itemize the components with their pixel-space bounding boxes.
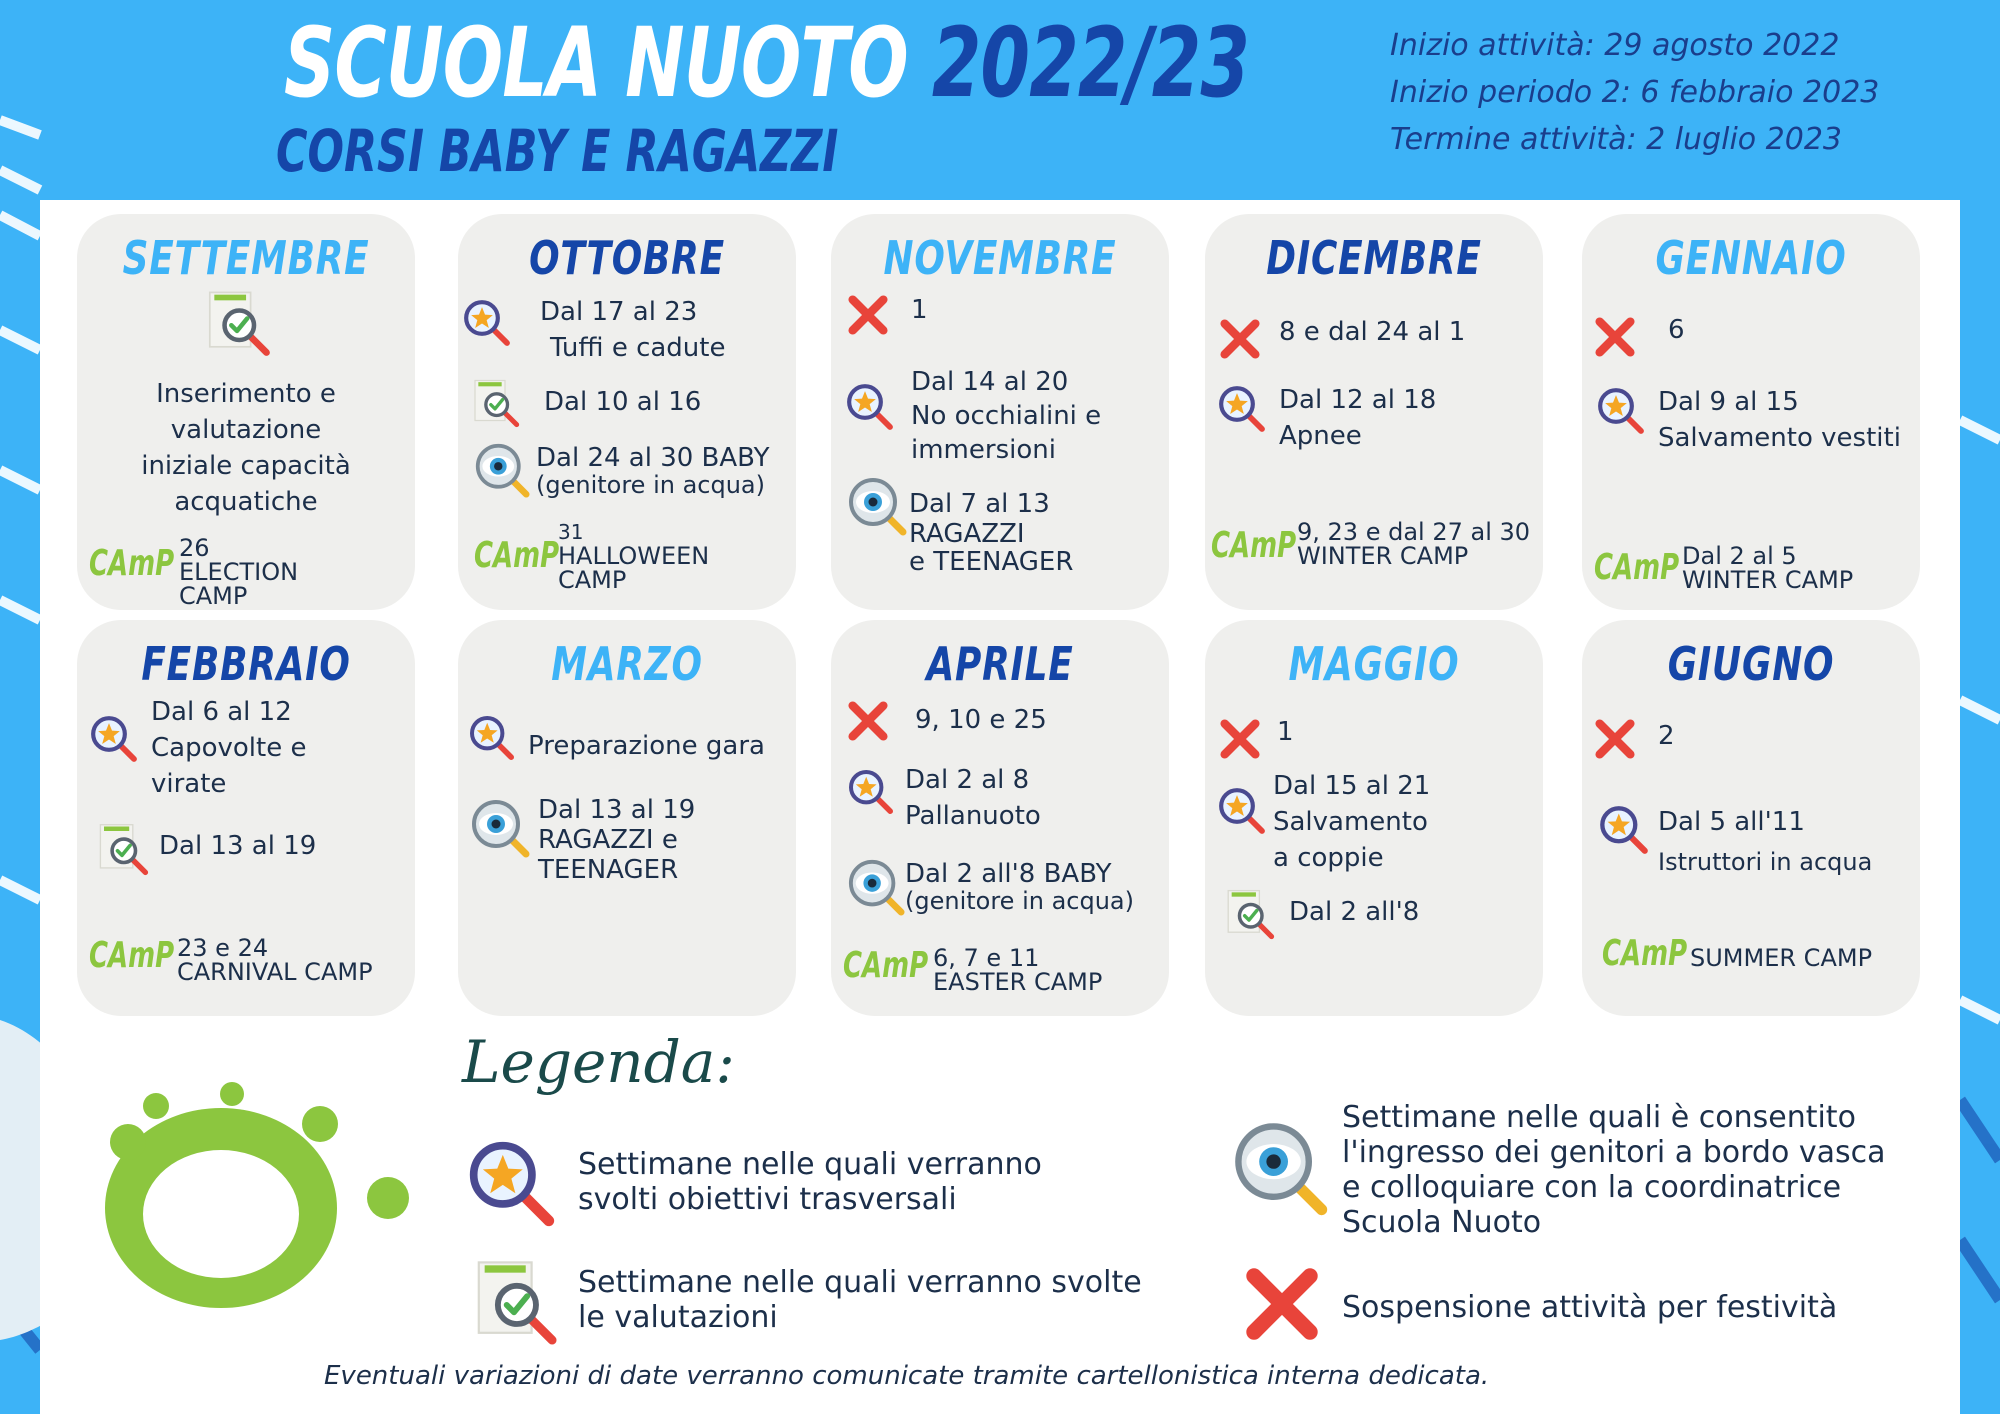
- star-magnifier-icon: [1217, 384, 1267, 434]
- legend-title: Legenda:: [462, 1028, 735, 1096]
- eye-icon: [474, 442, 530, 498]
- camp-logo: CAmP: [1594, 547, 1680, 588]
- event-text: Inserimento e: [156, 379, 336, 409]
- camp-name: SUMMER CAMP: [1690, 944, 1873, 972]
- event-text: Apnee: [1279, 421, 1362, 451]
- event-text: Dal 15 al 21: [1273, 771, 1431, 801]
- camp-logo: CAmP: [89, 935, 175, 976]
- camp-date: 26: [179, 534, 210, 562]
- month-name: MAGGIO: [1288, 637, 1460, 691]
- eye-icon: [847, 858, 905, 916]
- legend-cross-text: Sospensione attività per festività: [1342, 1290, 1838, 1325]
- event-text: TEENAGER: [538, 855, 679, 885]
- event-text: Dal 12 al 18: [1279, 385, 1437, 415]
- event-text: Salvamento vestiti: [1658, 423, 1901, 453]
- evaluation-icon: [203, 289, 271, 357]
- camp-logo: CAmP: [843, 945, 929, 986]
- evaluation-icon: [1223, 886, 1275, 942]
- footer-note: Eventuali variazioni di date verranno comunicate tramite cartellonistica interna dedicata.: [324, 1361, 1490, 1391]
- event-text: Dal 9 al 15: [1658, 387, 1799, 417]
- event-text: (genitore in acqua): [536, 471, 765, 499]
- camp-date: 9, 23 e dal 27 al 30: [1297, 518, 1531, 546]
- star-magnifier-icon: [1596, 386, 1646, 436]
- star-magnifier-icon: [845, 382, 895, 432]
- event-text: Dal 17 al 23: [540, 297, 698, 327]
- event-text: iniziale capacità: [141, 451, 351, 481]
- cross-icon: [845, 698, 891, 744]
- event-text: (genitore in acqua): [905, 887, 1134, 915]
- camp-logo: CAmP: [1602, 933, 1688, 974]
- camp-date: 23 e 24: [177, 934, 269, 962]
- month-card-gennaio: [1582, 214, 1920, 610]
- evaluation-icon: [95, 820, 149, 878]
- event-text: RAGAZZI: [909, 519, 1025, 549]
- camp-name: WINTER CAMP: [1682, 566, 1854, 594]
- cross-icon: [1240, 1262, 1324, 1346]
- star-magnifier-icon: [1598, 804, 1650, 856]
- month-card-ottobre: [458, 214, 796, 610]
- event-text: 9, 10 e 25: [915, 705, 1047, 735]
- camp-date: 6, 7 e 11: [933, 944, 1040, 972]
- page-subtitle: CORSI BABY E RAGAZZI: [276, 117, 839, 185]
- camp-logo: CAmP: [474, 535, 560, 576]
- event-text: Dal 2 al 8: [905, 765, 1030, 795]
- club-logo: [80, 1080, 420, 1320]
- legend-star-text: Settimane nelle quali verranno svolti obiettivi trasversali: [578, 1147, 1042, 1217]
- event-text: virate: [151, 769, 227, 799]
- event-text: Pallanuoto: [905, 801, 1041, 831]
- month-card-febbraio: [77, 620, 415, 1016]
- event-text: Dal 24 al 30 BABY: [536, 443, 770, 473]
- camp-name: HALLOWEEN: [558, 542, 710, 570]
- page-title: SCUOLA NUOTO 2022/23: [284, 7, 1250, 119]
- evaluation-icon: [470, 1254, 558, 1350]
- event-text: 6: [1668, 315, 1685, 345]
- cross-icon: [1217, 316, 1263, 362]
- event-text: Capovolte e: [151, 733, 307, 763]
- event-text: Dal 10 al 16: [544, 387, 702, 417]
- end-date: Termine attività: 2 luglio 2023: [1390, 122, 1843, 157]
- star-magnifier-icon: [468, 714, 516, 762]
- event-text: Dal 2 all'8: [1289, 897, 1420, 927]
- event-text: acquatiche: [174, 487, 318, 517]
- evaluation-icon: [470, 376, 520, 430]
- star-magnifier-icon: [89, 714, 139, 764]
- season-dates: [1390, 22, 1950, 163]
- star-magnifier-icon: [847, 768, 895, 816]
- camp-name: WINTER CAMP: [1297, 542, 1469, 570]
- event-text: 8 e dal 24 al 1: [1279, 317, 1466, 347]
- month-name: MARZO: [551, 637, 703, 691]
- event-text: Tuffi e cadute: [550, 333, 726, 363]
- event-text: RAGAZZI e: [538, 825, 678, 855]
- month-card-giugno: [1582, 620, 1920, 1016]
- camp-date: 31: [558, 520, 584, 544]
- event-text: Dal 13 al 19: [159, 831, 317, 861]
- cross-icon: [1217, 716, 1263, 762]
- event-text: a coppie: [1273, 843, 1384, 873]
- camp-name: EASTER CAMP: [933, 968, 1103, 996]
- month-card-dicembre: [1205, 214, 1543, 610]
- event-text: e TEENAGER: [909, 547, 1074, 577]
- month-card-novembre: [831, 214, 1169, 610]
- star-magnifier-icon: [466, 1138, 558, 1230]
- event-text: Dal 14 al 20: [911, 367, 1069, 397]
- eye-icon: [847, 476, 907, 536]
- cross-icon: [1592, 716, 1638, 762]
- month-name: SETTEMBRE: [122, 231, 370, 285]
- month-name: APRILE: [926, 637, 1074, 691]
- event-text: valutazione: [170, 415, 322, 445]
- month-name: FEBBRAIO: [141, 637, 351, 691]
- month-card-aprile: [831, 620, 1169, 1016]
- event-text: Preparazione gara: [528, 731, 765, 761]
- cross-icon: [845, 292, 891, 338]
- legend-eye-text: Settimane nelle quali è consentito l'ingresso dei genitori a bordo vasca e colloquiare con la coordinatrice Scuola Nuoto: [1342, 1100, 1886, 1240]
- camp-name: CAMP: [558, 566, 627, 594]
- eye-icon: [1232, 1120, 1328, 1216]
- event-text: No occhialini e: [911, 401, 1102, 431]
- month-name: GENNAIO: [1655, 231, 1847, 285]
- event-text: 2: [1658, 721, 1675, 751]
- month-card-marzo: [458, 620, 796, 1016]
- month-name: OTTOBRE: [529, 231, 725, 285]
- event-text: Dal 5 all'11: [1658, 807, 1805, 837]
- month-name: DICEMBRE: [1266, 231, 1482, 285]
- event-text: 1: [911, 295, 928, 325]
- camp-logo: CAmP: [89, 543, 175, 584]
- event-text: Dal 2 all'8 BABY: [905, 859, 1112, 889]
- event-text: immersioni: [911, 435, 1056, 465]
- event-text: Istruttori in acqua: [1658, 848, 1873, 876]
- event-text: Dal 13 al 19: [538, 795, 696, 825]
- star-magnifier-icon: [462, 298, 512, 348]
- event-text: Dal 7 al 13: [909, 489, 1050, 519]
- camp-name: ELECTION: [179, 558, 299, 586]
- start-date: Inizio attività: 29 agosto 2022: [1390, 28, 1840, 63]
- month-name: GIUGNO: [1667, 637, 1835, 691]
- period2-date: Inizio periodo 2: 6 febbraio 2023: [1390, 75, 1880, 110]
- camp-logo: CAmP: [1211, 525, 1297, 566]
- cross-icon: [1592, 314, 1638, 360]
- month-card-settembre: [77, 214, 415, 610]
- month-name: NOVEMBRE: [883, 231, 1117, 285]
- event-text: Salvamento: [1273, 807, 1428, 837]
- month-card-maggio: [1205, 620, 1543, 1016]
- eye-icon: [470, 798, 530, 858]
- event-text: Dal 6 al 12: [151, 697, 292, 727]
- camp-date: Dal 2 al 5: [1682, 542, 1797, 570]
- legend-eval-text: Settimane nelle quali verranno svolte le valutazioni: [578, 1265, 1142, 1335]
- camp-name: CAMP: [179, 582, 248, 610]
- star-magnifier-icon: [1217, 786, 1267, 836]
- camp-name: CARNIVAL CAMP: [177, 958, 373, 986]
- event-text: 1: [1277, 717, 1294, 747]
